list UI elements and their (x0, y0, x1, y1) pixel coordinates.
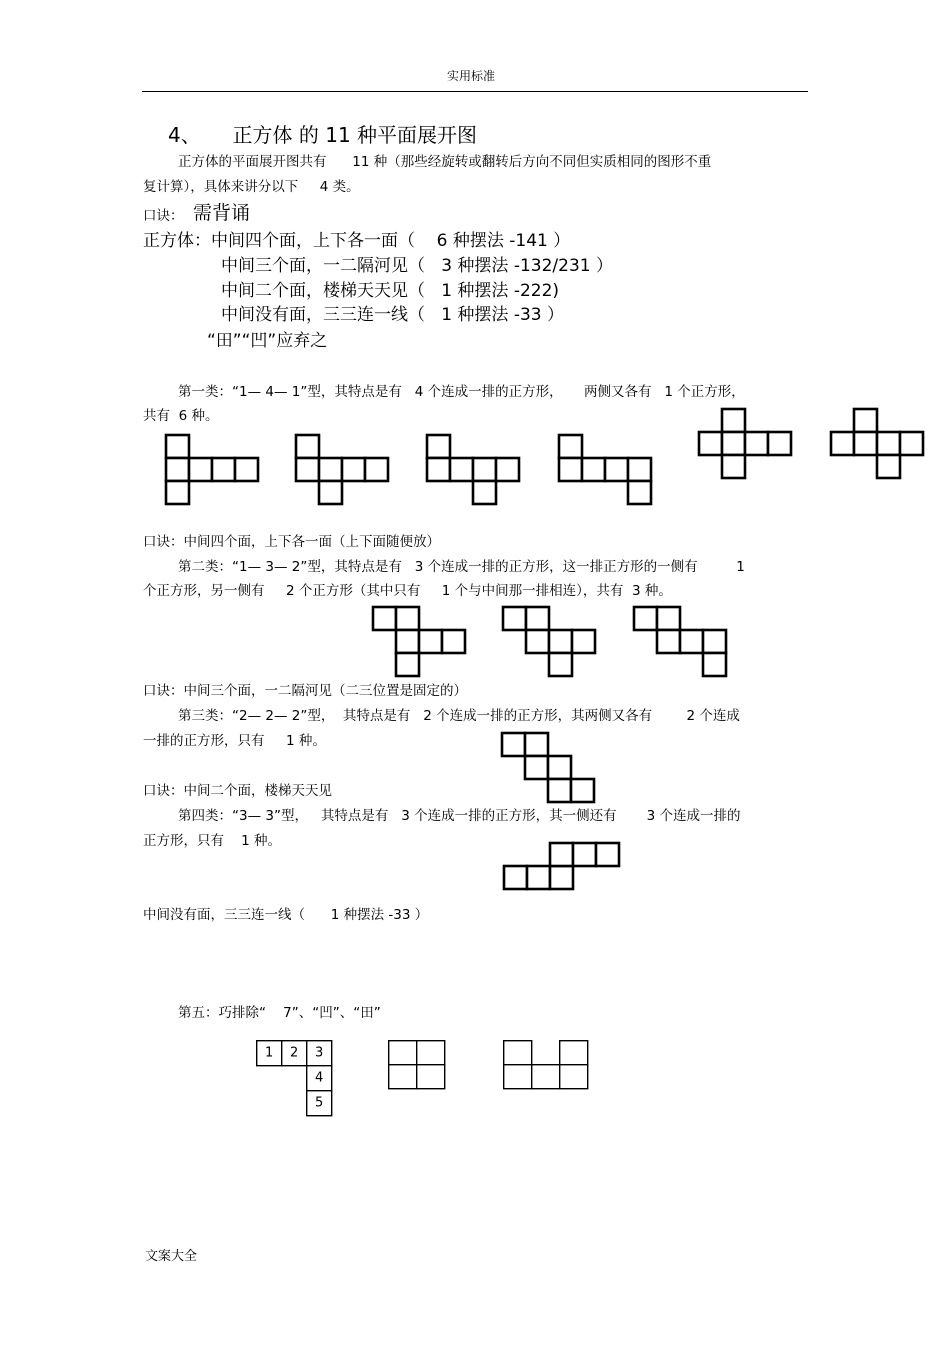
type2-net-2 (503, 607, 597, 677)
seven-grid-number-2: 2 (290, 1045, 299, 1061)
type1-net-6 (831, 409, 925, 479)
rule-line-3: 中间二个面，楼梯天天见（ 1 种摆法 -222) (221, 281, 560, 301)
page-title: 4、 正方体 的 11 种平面展开图 (168, 123, 478, 147)
tian-shape-grid (388, 1040, 446, 1090)
type4-mnemonic: 中间没有面，三三连一线（ 1 种摆法 -33 ） (143, 907, 429, 923)
intro-line-1: 正方体的平面展开图共有 11 种（那些经旋转或翻转后方向不同但实质相同的图形不重 (178, 154, 712, 170)
intro-line-2: 复计算），具体来讲分以下 4 类。 (143, 179, 360, 195)
ao-shape-grid (503, 1040, 590, 1090)
seven-grid-number-3: 3 (315, 1045, 324, 1061)
type5-text: 第五：巧排除“ 7”、“凹”、“田” (178, 1005, 381, 1021)
mnemonic-title: 需背诵 (193, 202, 251, 224)
seven-shape-grid (256, 1040, 334, 1117)
type1-net-5 (699, 409, 793, 479)
mnemonic-label: 口诀： (143, 208, 184, 224)
rule-line-2: 中间三个面，一二隔河见（ 3 种摆法 -132/231 ） (221, 256, 613, 276)
page-header: 实用标准 (447, 69, 496, 83)
type1-text-line-2: 共有 6 种。 (143, 408, 219, 424)
seven-grid-number-1: 1 (265, 1045, 274, 1061)
type2-text-line-1: 第二类：“1— 3— 2”型，其特点是有 3 个连成一排的正方形，这一排正方形的一侧有 1 (178, 559, 745, 575)
type4-text-line-2: 正方形，只有 1 种。 (143, 833, 282, 849)
rule-line-5: “田”“凹”应弃之 (207, 331, 328, 351)
type1-text-line-1: 第一类：“1— 4— 1”型，其特点是有 4 个连成一排的正方形， 两侧又各有 1 个正方形， (178, 384, 745, 400)
header-rule (142, 91, 808, 92)
type2-net-3 (634, 607, 728, 677)
type1-net-4 (559, 435, 653, 505)
type1-mnemonic: 口诀：中间四个面，上下各一面（上下面随便放） (143, 534, 440, 550)
rule-line-4: 中间没有面，三三连一线（ 1 种摆法 -33 ） (221, 305, 565, 325)
type4-text-line-1: 第四类：“3— 3”型， 其特点是有 3 个连成一排的正方形，其一侧还有 3 个连成一排的 (178, 808, 741, 824)
type3-text-line-1: 第三类：“2— 2— 2”型， 其特点是有 2 个连成一排的正方形，其两侧又各有 2 个连成 (178, 708, 740, 724)
type2-text-line-2: 个正方形，另一侧有 2 个正方形（其中只有 1 个与中间那一排相连），共有 3 种。 (143, 583, 672, 599)
type2-mnemonic: 口诀：中间三个面，一二隔河见（二三位置是固定的） (143, 683, 467, 699)
type2-net-1 (373, 607, 467, 677)
type1-net-1 (166, 435, 260, 505)
type3-net (502, 733, 596, 803)
type4-net (504, 843, 624, 890)
type3-mnemonic: 口诀：中间二个面，楼梯天天见 (143, 783, 332, 799)
page-footer: 文案大全 (145, 1249, 198, 1264)
seven-grid-number-4: 4 (315, 1070, 324, 1086)
type1-net-2 (296, 435, 390, 505)
seven-grid-number-5: 5 (315, 1095, 324, 1111)
rule-line-1: 正方体：中间四个面，上下各一面（ 6 种摆法 -141 ） (143, 231, 571, 251)
type3-text-line-2: 一排的正方形，只有 1 种。 (143, 733, 326, 749)
type1-net-3 (427, 435, 521, 505)
